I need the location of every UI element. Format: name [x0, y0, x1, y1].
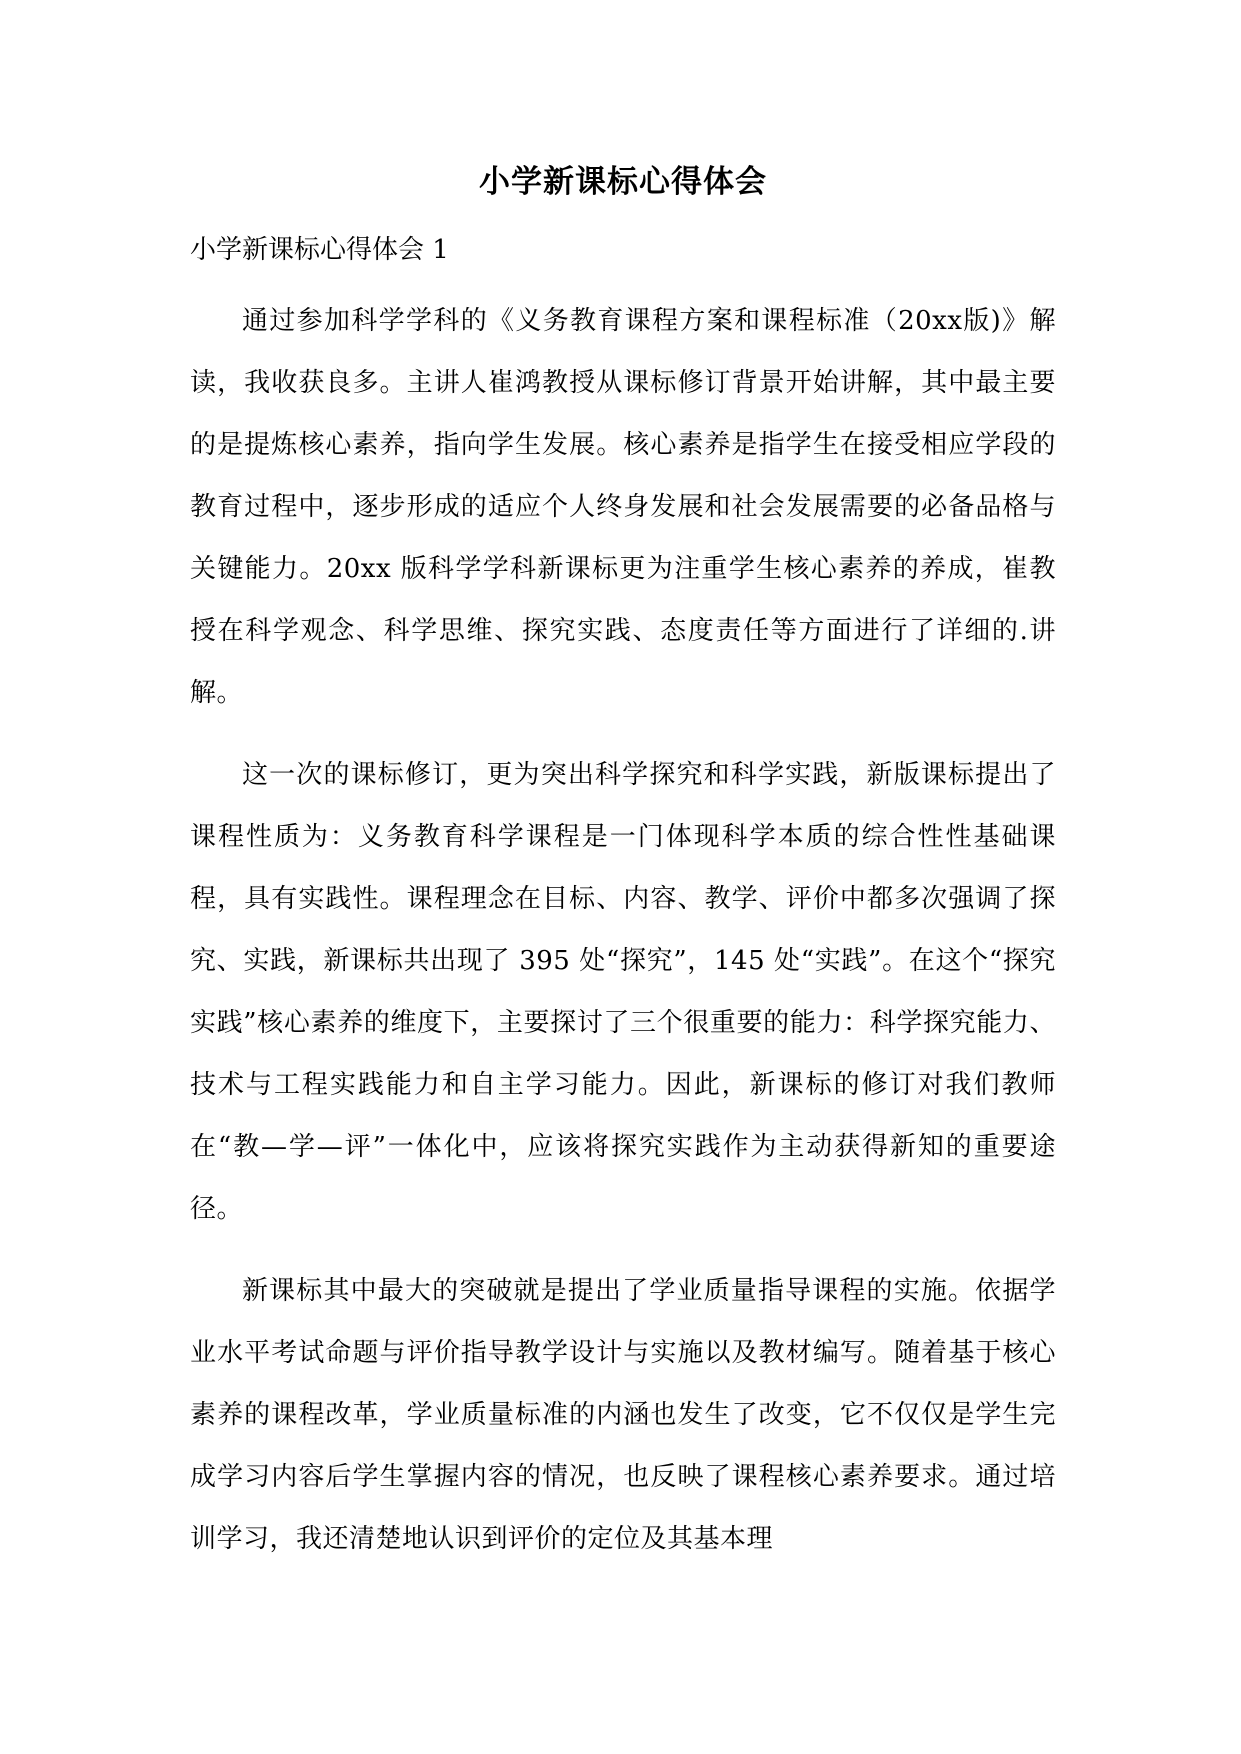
document-title: 小学新课标心得体会 — [479, 164, 767, 200]
document-page — [190, 160, 1056, 1570]
paragraph-3: 新课标其中最大的突破就是提出了学业质量指导课程的实施。依据学业水平考试命题与评价指导教学设计与实施以及教材编写。随着基于核心素养的课程改革，学业质量标准的内涵也发生了改变，它不仅仅是学生完成学习内容后学生掌握内容的情况，也反映了课程核心素养要求。通过培训学习，我还清楚地认识到评价的定位及其基本理 — [190, 1276, 1056, 1554]
paragraph-2: 这一次的课标修订，更为突出科学探究和科学实践，新版课标提出了课程性质为：义务教育科学课程是一门体现科学本质的综合性性基础课程，具有实践性。课程理念在目标、内容、教学、评价中都多次强调了探究、实践，新课标共出现了 395 处“探究”，145 处“实践”。在这个“探究实践”核心素养的维度下，主要探讨了三个很重要的能力：科学探究能力、技术与工程实践能力和自主学习能力。因此，新课标的修订对我们教师在“教—学—评”一体化中，应该将探究实践作为主动获得新知的重要途径。 — [190, 760, 1056, 1224]
section-heading: 小学新课标心得体会 1 — [190, 235, 449, 265]
paragraph-1: 通过参加科学学科的《义务教育课程方案和课程标准（20xx版)》解读，我收获良多。主讲人崔鸿教授从课标修订背景开始讲解，其中最主要的是提炼核心素养，指向学生发展。核心素养是指学生在接受相应学段的教育过程中，逐步形成的适应个人终身发展和社会发展需要的必备品格与关键能力。20xx 版科学学科新课标更为注重学生核心素养的养成，崔教授在科学观念、科学思维、探究实践、态度责任等方面进行了详细的.讲解。 — [190, 306, 1056, 708]
